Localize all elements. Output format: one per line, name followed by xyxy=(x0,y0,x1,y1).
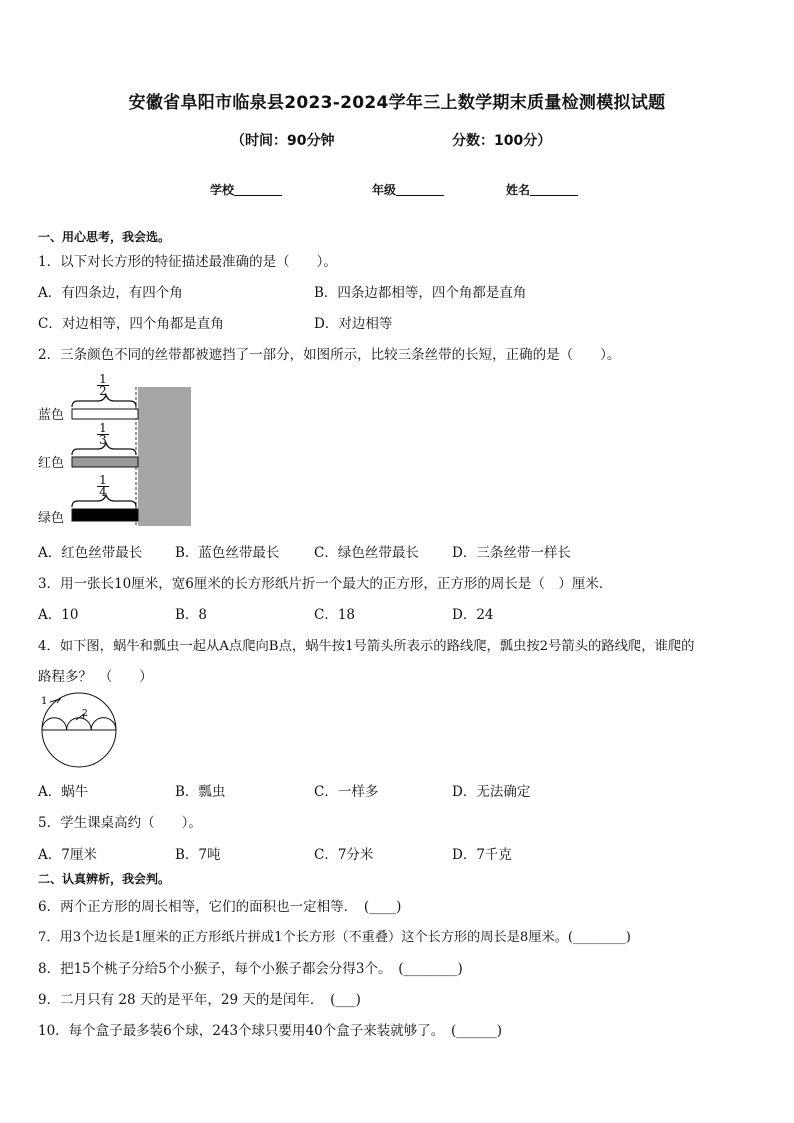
small-arcs xyxy=(42,718,116,730)
q4-option-d[interactable]: D．无法确定 xyxy=(452,784,531,800)
q6-statement: 6．两个正方形的周长相等，它们的面积也一定相等． (____) xyxy=(38,899,402,915)
ribbon-blue xyxy=(72,409,138,419)
fraction-quarter-numerator: 1 xyxy=(99,473,107,487)
q1-option-b[interactable]: B．四条边都相等，四个角都是直角 xyxy=(314,285,527,301)
q5-option-a[interactable]: A．7厘米 xyxy=(38,847,97,863)
q3-option-d[interactable]: D．24 xyxy=(452,607,494,623)
section2-title: 二、认真辨析，我会判。 xyxy=(38,872,171,886)
q4-option-b[interactable]: B．瓢虫 xyxy=(175,784,226,800)
school-blank[interactable] xyxy=(234,183,282,196)
ribbon-blue-label: 蓝色 xyxy=(38,408,65,423)
grade-field[interactable] xyxy=(372,181,444,198)
ribbon-green xyxy=(72,509,138,521)
q3-stem: 3．用一张长10厘米，宽6厘米的长方形纸片折一个最大的正方形，正方形的周长是（ ）厘米． xyxy=(38,576,613,592)
q10-statement: 10．每个盒子最多装6个球，243个球只要用40个盒子来装就够了。 (______) xyxy=(38,1023,502,1039)
fraction-half-denominator: 2 xyxy=(99,384,107,398)
q2-option-d[interactable]: D．三条丝带一样长 xyxy=(452,545,571,561)
brace-red xyxy=(72,443,136,455)
ribbon-green-label: 绿色 xyxy=(38,511,65,526)
q5-option-b[interactable]: B．7吨 xyxy=(175,847,221,863)
grade-label: 年级 xyxy=(372,183,397,197)
fraction-third-denominator: 3 xyxy=(99,433,107,447)
q2-option-a[interactable]: A．红色丝带最长 xyxy=(38,545,143,561)
q4-stem-line2: 路程多？ （ ） xyxy=(38,669,153,685)
cover-block xyxy=(138,387,191,526)
q1-option-a[interactable]: A．有四条边，有四个角 xyxy=(38,285,183,301)
q9-statement: 9．二月只有 28 天的是平年，29 天的是闰年． (___) xyxy=(38,992,361,1008)
school-label: 学校 xyxy=(210,183,235,197)
q8-statement: 8．把15个桃子分给5个小猴子，每个小猴子都会分得3个。 (________) xyxy=(38,961,463,977)
q1-option-d[interactable]: D．对边相等 xyxy=(314,316,393,332)
q5-option-d[interactable]: D．7千克 xyxy=(452,847,512,863)
q7-statement: 7．用3个边长是1厘米的正方形纸片拼成1个长方形（不重叠）这个长方形的周长是8厘米。(________) xyxy=(38,930,631,945)
exam-score: 分数：100分） xyxy=(452,133,552,149)
q3-option-c[interactable]: C．18 xyxy=(314,607,356,623)
q3-option-b[interactable]: B．8 xyxy=(175,607,208,623)
brace-blue xyxy=(72,395,136,407)
ribbon-red xyxy=(72,457,138,467)
fraction-quarter-denominator: 4 xyxy=(99,485,107,499)
grade-blank[interactable] xyxy=(396,183,444,196)
q1-stem: 1．以下对长方形的特征描述最准确的是（ ）。 xyxy=(38,254,337,270)
arrow1-label: 1 xyxy=(41,696,48,707)
fraction-half-numerator: 1 xyxy=(99,372,107,386)
q2-stem: 2．三条颜色不同的丝带都被遮挡了一部分，如图所示，比较三条丝带的长短，正确的是（ ）。 xyxy=(38,347,621,363)
fraction-third-numerator: 1 xyxy=(99,421,107,435)
school-field[interactable] xyxy=(210,181,282,198)
ribbon-diagram xyxy=(60,385,200,530)
q2-option-b[interactable]: B．蓝色丝带最长 xyxy=(175,545,280,561)
section1-title: 一、用心思考，我会选。 xyxy=(38,230,171,244)
name-blank[interactable] xyxy=(530,183,578,196)
q4-option-c[interactable]: C．一样多 xyxy=(314,784,379,800)
ribbon-red-label: 红色 xyxy=(38,456,65,471)
exam-time: （时间：90分钟 xyxy=(231,133,335,149)
q5-option-c[interactable]: C．7分米 xyxy=(314,847,374,863)
name-field[interactable] xyxy=(506,181,578,198)
q5-stem: 5．学生课桌高约（ ）。 xyxy=(38,815,202,831)
q3-option-a[interactable]: A．10 xyxy=(38,607,79,623)
page-title: 安徽省阜阳市临泉县2023-2024学年三上数学期末质量检测模拟试题 xyxy=(128,93,666,113)
arrow2-label: 2 xyxy=(82,709,88,719)
path-diagram xyxy=(38,690,122,770)
q1-option-c[interactable]: C．对边相等，四个角都是直角 xyxy=(38,316,224,332)
q2-option-c[interactable]: C．绿色丝带最长 xyxy=(314,545,419,561)
brace-green xyxy=(72,495,136,507)
q4-stem-line1: 4．如下图，蜗牛和瓢虫一起从A点爬向B点，蜗牛按1号箭头所表示的路线爬，瓢虫按2号箭头的路线爬，谁爬的 xyxy=(38,639,695,654)
q4-option-a[interactable]: A．蜗牛 xyxy=(38,784,89,800)
name-label: 姓名 xyxy=(506,183,531,197)
